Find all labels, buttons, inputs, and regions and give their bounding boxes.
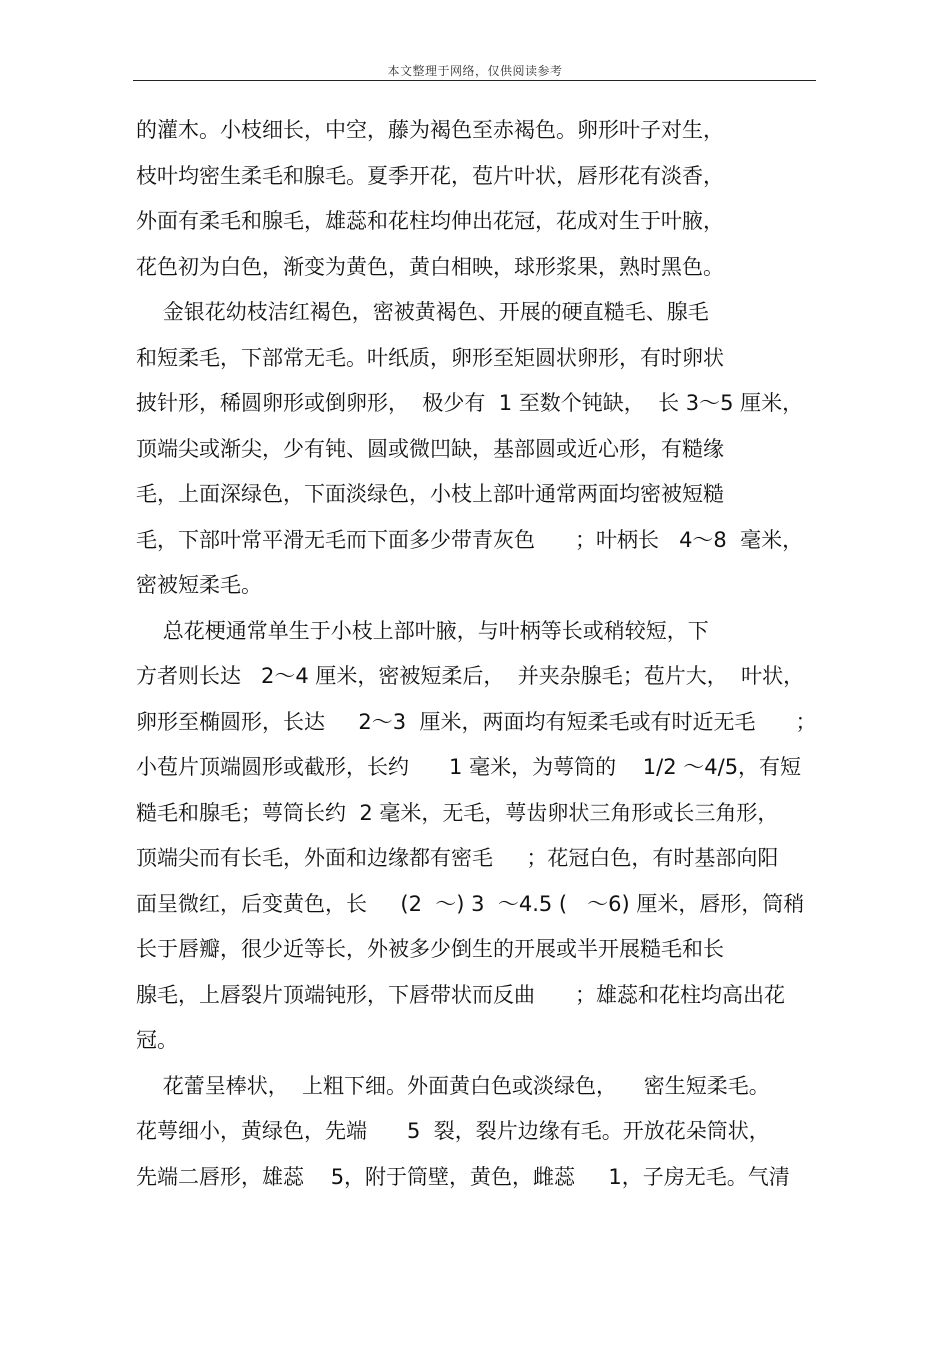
text-line: 腺毛，上唇裂片顶端钝形，下唇带状而反曲 ；雄蕊和花柱均高出花 (136, 982, 786, 1007)
text-line: 冠。 (136, 1028, 178, 1052)
text-line: 花色初为白色，渐变为黄色，黄白相映，球形浆果，熟时黑色。 (136, 254, 724, 279)
text-line: 金银花幼枝洁红褐色，密被黄褐色、开展的硬直糙毛、腺毛 (136, 300, 709, 324)
text-line: 披针形，稀圆卵形或倒卵形， 极少有 1 至数个钝缺， 长 3～5 厘米， (136, 391, 804, 415)
text-line: 毛，下部叶常平滑无毛而下面多少带青灰色 ；叶柄长 4～8 毫米， (136, 527, 804, 552)
text-line: 糙毛和腺毛；萼筒长约 2 毫米，无毛，萼齿卵状三角形或长三角形， (136, 800, 779, 825)
page-header: 本文整理于网络，仅供阅读参考 (387, 64, 563, 78)
text-line: 总花梗通常单生于小枝上部叶腋，与叶柄等长或稍较短，下 (136, 618, 709, 643)
text-line: 长于唇瓣，很少近等长，外被多少倒生的开展或半开展糙毛和长 (136, 937, 724, 961)
text-line: 外面有柔毛和腺毛，雄蕊和花柱均伸出花冠，花成对生于叶腋， (136, 209, 724, 233)
text-line: 卵形至椭圆形，长达 2～3 厘米，两面均有短柔毛或有时近无毛 ； (136, 709, 817, 734)
document-body (136, 108, 826, 1200)
text-line: 和短柔毛，下部常无毛。叶纸质，卵形至矩圆状卵形，有时卵状 (136, 345, 724, 370)
text-line: 花萼细小，黄绿色，先端 5 裂，裂片边缘有毛。开放花朵筒状， (136, 1119, 770, 1143)
text-line: 毛，上面深绿色，下面淡绿色，小枝上部叶通常两面均密被短糙 (136, 482, 724, 506)
text-line: 方者则长达 2～4 厘米，密被短柔后， 并夹杂腺毛；苞片大， 叶状， (136, 664, 805, 688)
text-line: 的灌木。小枝细长，中空，藤为褐色至赤褐色。卵形叶子对生， (136, 118, 724, 142)
text-line: 顶端尖或渐尖，少有钝、圆或微凹缺，基部圆或近心形，有糙缘 (136, 436, 724, 461)
text-line: 小苞片顶端圆形或截形，长约 1 毫米，为萼筒的 1/2 ～4/5，有短 (136, 755, 802, 779)
text-line: 面呈微红，后变黄色，长 (2 ～) 3 ～4.5 ( ～6) 厘米，唇形，筒稍 (136, 891, 805, 916)
text-line: 花蕾呈棒状， 上粗下细。外面黄白色或淡绿色， 密生短柔毛。 (136, 1073, 770, 1098)
text-line: 先端二唇形，雄蕊 5，附于筒壁，黄色，雌蕊 1，子房无毛。气清 (136, 1164, 790, 1189)
text-line: 顶端尖而有长毛，外面和边缘都有密毛 ；花冠白色，有时基部向阳 (136, 846, 779, 870)
text-line: 枝叶均密生柔毛和腺毛。夏季开花，苞片叶状，唇形花有淡香， (136, 163, 724, 188)
text-line: 密被短柔毛。 (136, 573, 262, 597)
header-divider (133, 80, 816, 81)
